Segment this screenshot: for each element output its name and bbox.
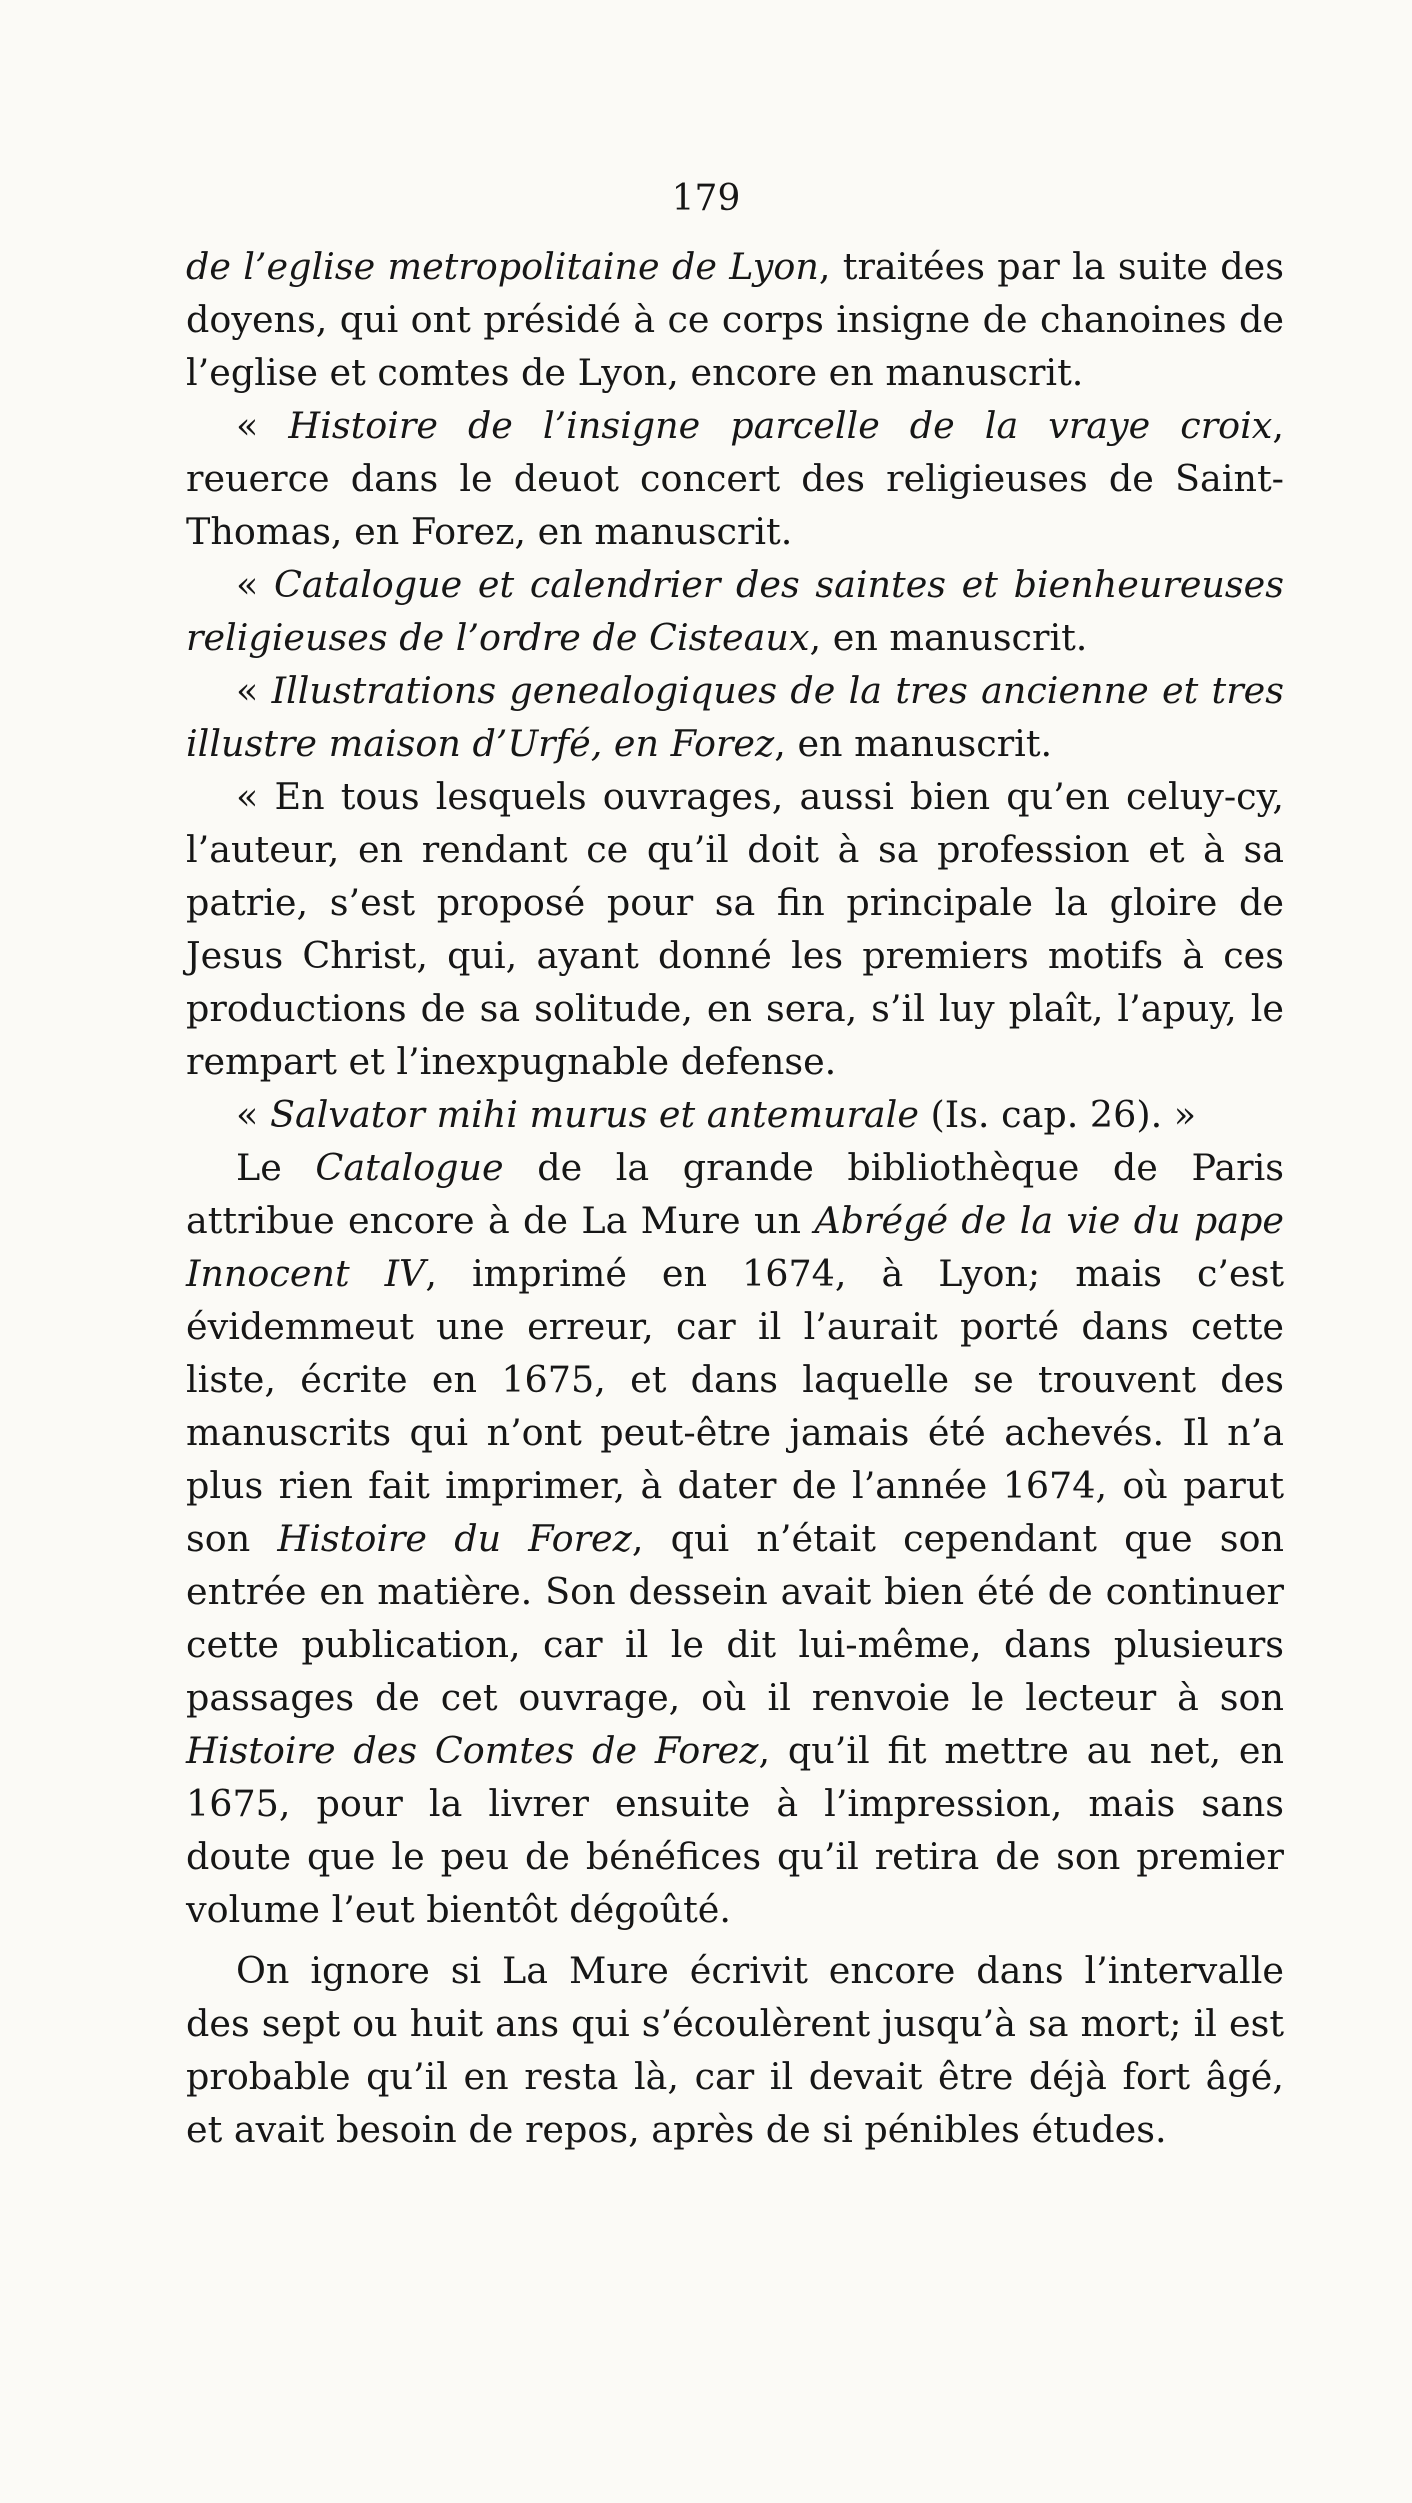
text-run: Salvator mihi murus et antemurale	[269, 1093, 919, 1136]
text-run: Histoire du Forez	[277, 1517, 632, 1560]
text-run: , qu’il fit mettre au net, en 1675, pour la livrer ensuite à l’impression, mais sans doute que le peu de bénéfices qu’il retira de son premier volume l’eut bientôt dégoûté.	[186, 1729, 1284, 1931]
page-number: 179	[671, 178, 741, 219]
paragraph-5	[186, 770, 1284, 1088]
text-run: « En tous lesquels ouvrages, aussi bien qu’en celuy-cy, l’auteur, en rendant ce qu’il doit à sa profession et à sa patrie, s’est proposé pour sa fin principale la gloire de Jesus Christ, qui, ayant donné les premiers motifs à ces productions de sa solitude, en sera, s’il luy plaît, l’apuy, le rempart et l’inexpugnable defense.	[186, 775, 1284, 1083]
paragraph-2	[186, 399, 1284, 558]
paragraph-6	[186, 1088, 1284, 1141]
text-run: «	[236, 1093, 270, 1136]
paragraph-3	[186, 558, 1284, 664]
text-run: , en manuscrit.	[774, 722, 1053, 765]
text-run: On ignore si La Mure écrivit encore dans l’intervalle des sept ou huit ans qui s’écoulèrent jusqu’à sa mort; il est probable qu’il en resta là, car il devait être déjà fort âgé, et avait besoin de repos, après de si pénibles études.	[186, 1949, 1284, 2151]
paragraph-7	[186, 1141, 1284, 1936]
text-run: , imprimé en 1674, à Lyon; mais c’est évidemmeut une erreur, car il l’aurait porté dans cette liste, écrite en 1675, et dans laquelle se trouvent des manuscrits qui n’ont peut-être jamais été achevés. Il n’a plus rien fait imprimer, à dater de l’année 1674, où parut son	[186, 1252, 1284, 1560]
text-run: «	[236, 404, 289, 447]
text-run: (Is. cap. 26). »	[918, 1093, 1197, 1136]
body-text	[186, 240, 1284, 2156]
text-run: Catalogue	[315, 1146, 504, 1189]
text-run: «	[236, 563, 274, 606]
text-run: Histoire de l’insigne parcelle de la vraye croix	[288, 404, 1273, 447]
text-run: «	[236, 669, 272, 712]
paragraph-8	[186, 1944, 1284, 2156]
text-run: Histoire des Comtes de Forez	[186, 1729, 759, 1772]
paragraph-1	[186, 240, 1284, 399]
text-run: Illustrations genealogiques de la tres ancienne et tres illustre maison d’Urfé, en Forez	[186, 669, 1284, 765]
text-run: , traitées par la suite des doyens, qui ont présidé à ce corps insigne de chanoines de l’eglise et comtes de Lyon, encore en manuscrit.	[186, 245, 1284, 394]
text-run: Abrégé de la vie du pape Innocent IV	[186, 1199, 1284, 1295]
text-run: , reuerce dans le deuot concert des religieuses de Saint-Thomas, en Forez, en manuscrit.	[186, 404, 1284, 553]
paragraph-4	[186, 664, 1284, 770]
text-run: , en manuscrit.	[809, 616, 1088, 659]
text-run: de l’eglise metropolitaine de Lyon	[186, 245, 819, 288]
text-run: Catalogue et calendrier des saintes et bienheureuses religieuses de l’ordre de Cisteaux	[186, 563, 1284, 659]
text-run: , qui n’était cependant que son entrée en matière. Son dessein avait bien été de continuer cette publication, car il le dit lui-même, dans plusieurs passages de cet ouvrage, où il renvoie le lecteur à son	[186, 1517, 1284, 1719]
text-run: de la grande bibliothèque de Paris attribue encore à de La Mure un	[186, 1146, 1284, 1242]
text-run: Le	[236, 1146, 316, 1189]
